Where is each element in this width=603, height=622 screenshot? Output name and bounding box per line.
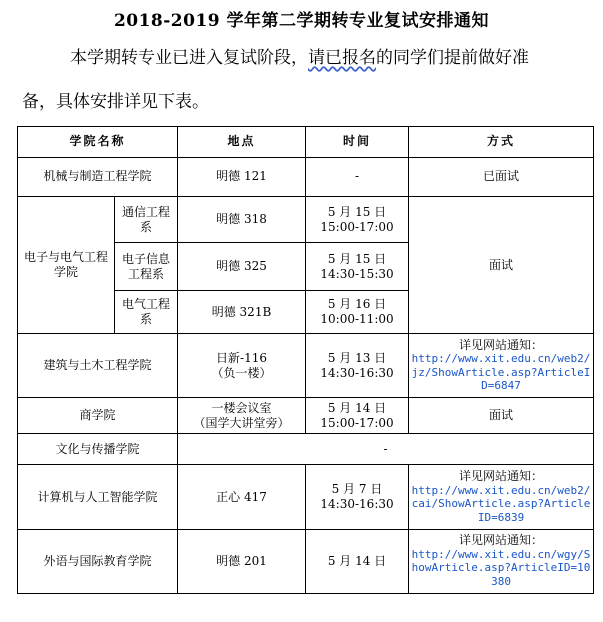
location-cell: 正心 417 [178, 465, 306, 529]
hours-text: 10:00-11:00 [320, 312, 394, 327]
merged-info-cell: - [178, 433, 594, 465]
intro-paragraph [22, 46, 592, 70]
method-cell [409, 529, 594, 593]
date-text: 5 月 13 日 [327, 350, 387, 365]
location-cell [178, 333, 306, 397]
method-cell [409, 333, 594, 397]
method-cell: 面试 [409, 398, 594, 434]
college-name: 商学院 [18, 398, 178, 434]
table-row [18, 197, 594, 243]
table-row [18, 398, 594, 434]
intro-paragraph-line2: 备，具体安排详见下表。 [22, 92, 209, 112]
location-text: 日新-116 [216, 350, 267, 365]
time-cell: 5 月 14 日 [306, 529, 409, 593]
location-cell: 明德 321B [178, 291, 306, 334]
intro-text-end: 的同学们提前做好准 [376, 48, 529, 68]
time-cell [306, 197, 409, 243]
schedule-table [17, 126, 594, 594]
location-note: （负一楼） [211, 365, 272, 380]
location-cell: 明德 318 [178, 197, 306, 243]
table-row [18, 433, 594, 465]
hours-text: 14:30-15:30 [320, 266, 394, 281]
date-text: 5 月 15 日 [327, 204, 387, 219]
date-text: 5 月 14 日 [327, 400, 387, 415]
time-cell [306, 333, 409, 397]
time-cell: - [306, 157, 409, 197]
method-cell: 面试 [409, 197, 594, 334]
table-header-row [18, 127, 594, 158]
location-cell: 明德 201 [178, 529, 306, 593]
college-name: 建筑与土木工程学院 [18, 333, 178, 397]
college-name: 文化与传播学院 [18, 433, 178, 465]
notice-link[interactable]: http://www.xit.edu.cn/wgy/ShowArticle.asp?ArticleID=10380 [411, 547, 591, 588]
intro-underlined-text: 请已报名 [308, 48, 376, 68]
method-cell: 已面试 [409, 157, 594, 197]
department-name: 电气工程系 [115, 291, 178, 334]
department-name: 电子信息工程系 [115, 243, 178, 291]
location-cell: 明德 325 [178, 243, 306, 291]
page-title: 2018-2019 学年第二学期转专业复试安排通知 [113, 11, 490, 31]
hours-text: 14:30-16:30 [320, 497, 394, 512]
time-cell [306, 291, 409, 334]
location-cell [178, 398, 306, 434]
location-cell: 明德 121 [178, 157, 306, 197]
college-name: 计算机与人工智能学院 [18, 465, 178, 529]
intro-text-start: 本学期转专业已进入复试阶段， [70, 48, 308, 68]
time-cell [306, 465, 409, 529]
college-name: 外语与国际教育学院 [18, 529, 178, 593]
time-cell [306, 243, 409, 291]
header-time: 时间 [306, 127, 409, 158]
hours-text: 15:00-17:00 [320, 415, 394, 430]
header-college: 学院名称 [18, 127, 178, 158]
method-label: 详见网站通知： [459, 337, 544, 352]
method-label: 详见网站通知： [459, 533, 544, 548]
table-row [18, 465, 594, 529]
method-label: 详见网站通知： [459, 469, 544, 484]
method-cell [409, 465, 594, 529]
header-method: 方式 [409, 127, 594, 158]
notice-link[interactable]: http://www.xit.edu.cn/web2/jz/ShowArticle.asp?ArticleID=6847 [411, 352, 591, 393]
table-row [18, 157, 594, 197]
department-name: 通信工程系 [115, 197, 178, 243]
date-text: 5 月 16 日 [327, 297, 387, 312]
college-name: 机械与制造工程学院 [18, 157, 178, 197]
table-row [18, 529, 594, 593]
location-note: （国学大讲堂旁） [193, 415, 290, 430]
college-name: 电子与电气工程学院 [18, 197, 115, 334]
header-location: 地点 [178, 127, 306, 158]
date-text: 5 月 7 日 [331, 482, 383, 497]
hours-text: 14:30-16:30 [320, 365, 394, 380]
table-row [18, 333, 594, 397]
time-cell [306, 398, 409, 434]
hours-text: 15:00-17:00 [320, 219, 394, 234]
date-text: 5 月 15 日 [327, 251, 387, 266]
location-text: 一楼会议室 [211, 400, 272, 415]
notice-link[interactable]: http://www.xit.edu.cn/web2/cai/ShowArticle.asp?ArticleID=6839 [411, 483, 591, 524]
